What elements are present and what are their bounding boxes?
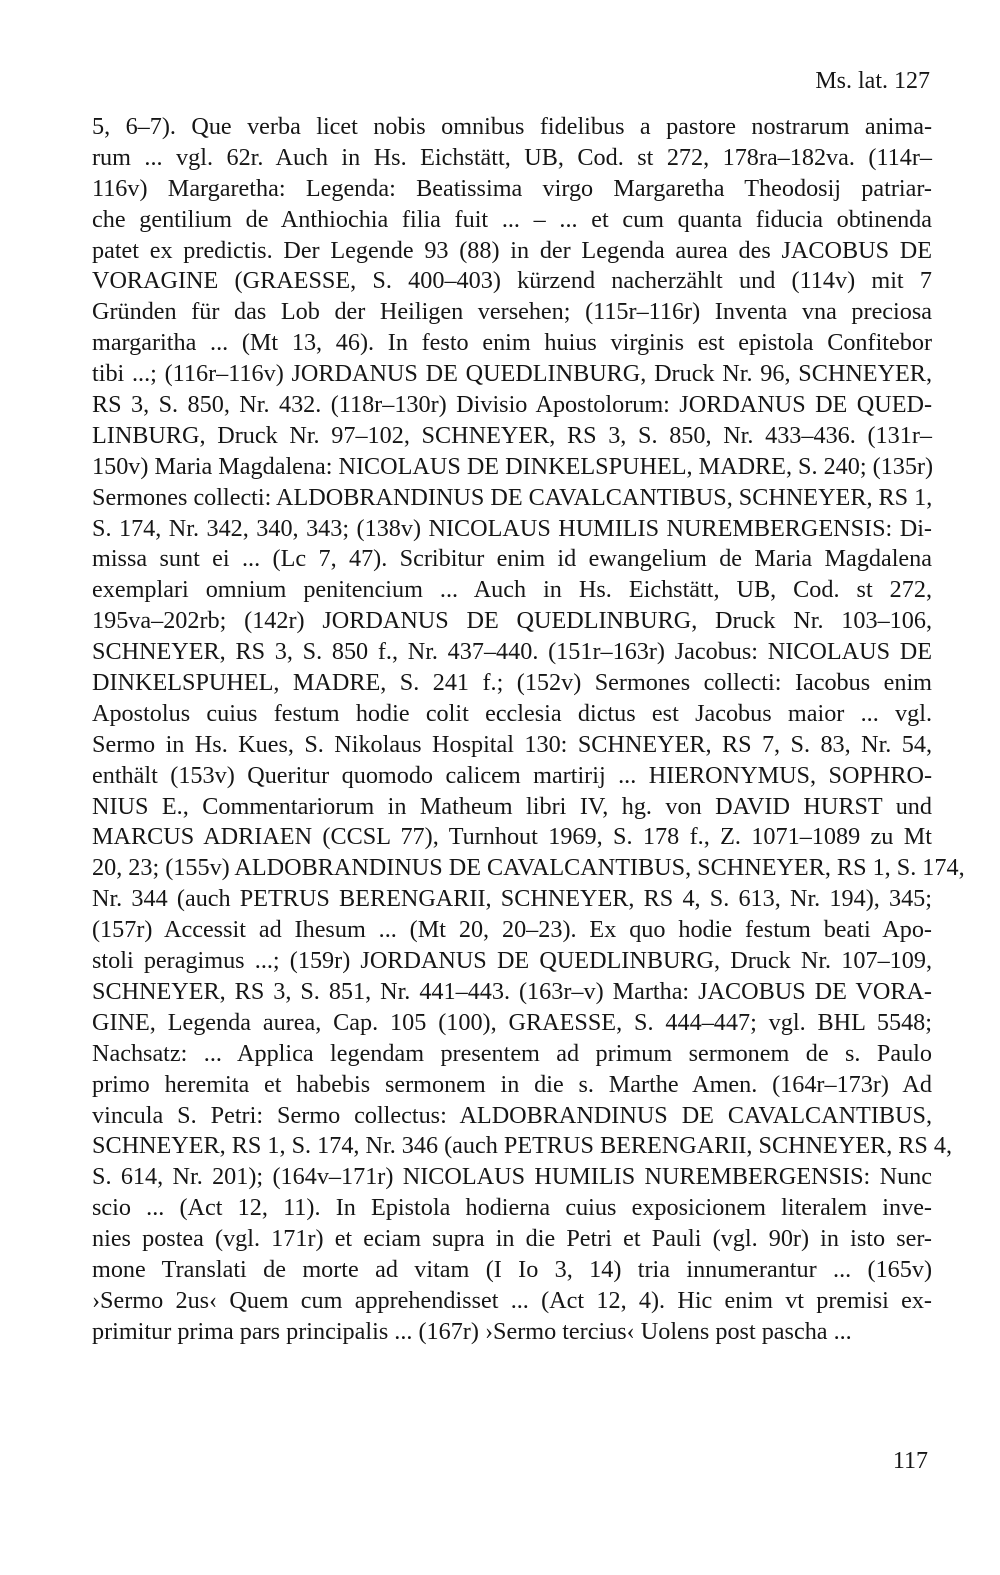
text-line: S. 174, Nr. 342, 340, 343; (138v) NICOLAUS HUMILIS NUREMBERGENSIS: Di- — [92, 514, 932, 542]
text-line: rum ... vgl. 62r. Auch in Hs. Eichstätt, UB, Cod. st 272, 178ra–182va. (114r– — [92, 143, 932, 171]
text-line: Sermones collecti: ALDOBRANDINUS DE CAVALCANTIBUS, SCHNEYER, RS 1, — [92, 483, 933, 511]
text-line: Apostolus cuius festum hodie colit ecclesia dictus est Jacobus maior ... vgl. — [92, 699, 932, 727]
text-line: primo heremita et habebis sermonem in die s. Marthe Amen. (164r–173r) Ad — [92, 1070, 932, 1098]
text-line: S. 614, Nr. 201); (164v–171r) NICOLAUS HUMILIS NUREMBERGENSIS: Nunc — [92, 1163, 932, 1191]
text-line: tibi ...; (116r–116v) JORDANUS DE QUEDLINBURG, Druck Nr. 96, SCHNEYER, — [92, 360, 932, 388]
text-line: mone Translati de morte ad vitam (I Io 3, 14) tria innumerantur ... (165v) — [92, 1255, 932, 1283]
text-line: SCHNEYER, RS 3, S. 850 f., Nr. 437–440. (151r–163r) Jacobus: NICOLAUS DE — [92, 638, 932, 666]
text-line: Gründen für das Lob der Heiligen versehen; (115r–116r) Inventa vna preciosa — [92, 298, 932, 326]
text-line: missa sunt ei ... (Lc 7, 47). Scribitur enim id ewangelium de Maria Magdalena — [92, 545, 932, 573]
text-line: 116v) Margaretha: Legenda: Beatissima virgo Margaretha Theodosij patriar- — [92, 174, 932, 202]
text-line: 150v) Maria Magdalena: NICOLAUS DE DINKELSPUHEL, MADRE, S. 240; (135r) — [92, 452, 934, 480]
text-line: SCHNEYER, RS 1, S. 174, Nr. 346 (auch PETRUS BERENGARII, SCHNEYER, RS 4, — [92, 1132, 953, 1160]
text-line: Nachsatz: ... Applica legendam presentem ad primum sermonem de s. Paulo — [92, 1039, 932, 1067]
text-line: margaritha ... (Mt 13, 46). In festo enim huius virginis est epistola Confitebor — [92, 329, 932, 357]
text-line: 5, 6–7). Que verba licet nobis omnibus fidelibus a pastore nostrarum anima- — [92, 113, 932, 140]
text-line: NIUS E., Commentariorum in Matheum libri IV, hg. von DAVID HURST und — [92, 792, 932, 820]
page-number: 117 — [892, 1448, 928, 1474]
text-line: che gentilium de Anthiochia filia fuit ... – ... et cum quanta fiducia obtinenda — [92, 205, 932, 233]
text-line: SCHNEYER, RS 3, S. 851, Nr. 441–443. (163r–v) Martha: JACOBUS DE VORA- — [92, 977, 932, 1005]
text-line: vincula S. Petri: Sermo collectus: ALDOBRANDINUS DE CAVALCANTIBUS, — [92, 1101, 932, 1129]
text-line: 20, 23; (155v) ALDOBRANDINUS DE CAVALCANTIBUS, SCHNEYER, RS 1, S. 174, — [92, 854, 965, 882]
text-line: scio ... (Act 12, 11). In Epistola hodierna cuius exposicionem literalem inve- — [92, 1194, 932, 1222]
text-line: DINKELSPUHEL, MADRE, S. 241 f.; (152v) Sermones collecti: Iacobus enim — [92, 669, 932, 697]
text-line: RS 3, S. 850, Nr. 432. (118r–130r) Divisio Apostolorum: JORDANUS DE QUED- — [92, 391, 932, 419]
text-line: enthält (153v) Queritur quomodo calicem martirij ... HIERONYMUS, SOPHRO- — [92, 761, 932, 789]
text-line: patet ex predictis. Der Legende 93 (88) in der Legenda aurea des JACOBUS DE — [92, 236, 932, 264]
text-line: stoli peragimus ...; (159r) JORDANUS DE QUEDLINBURG, Druck Nr. 107–109, — [92, 947, 932, 975]
text-line: nies postea (vgl. 171r) et eciam supra in die Petri et Pauli (vgl. 90r) in isto ser- — [92, 1225, 932, 1253]
text-line: Nr. 344 (auch PETRUS BERENGARII, SCHNEYER, RS 4, S. 613, Nr. 194), 345; — [92, 885, 932, 913]
body-text — [92, 112, 965, 1348]
text-line: ›Sermo 2us‹ Quem cum apprehendisset ... (Act 12, 4). Hic enim vt premisi ex- — [92, 1286, 932, 1314]
text-line: Sermo in Hs. Kues, S. Nikolaus Hospital 130: SCHNEYER, RS 7, S. 83, Nr. 54, — [92, 730, 932, 758]
text-line: VORAGINE (GRAESSE, S. 400–403) kürzend nacherzählt und (114v) mit 7 — [92, 267, 932, 295]
text-line: GINE, Legenda aurea, Cap. 105 (100), GRAESSE, S. 444–447; vgl. BHL 5548; — [92, 1008, 932, 1036]
text-line: 195va–202rb; (142r) JORDANUS DE QUEDLINBURG, Druck Nr. 103–106, — [92, 607, 932, 635]
text-line: MARCUS ADRIAEN (CCSL 77), Turnhout 1969, S. 178 f., Z. 1071–1089 zu Mt — [92, 823, 932, 851]
text-line: LINBURG, Druck Nr. 97–102, SCHNEYER, RS 3, S. 850, Nr. 433–436. (131r– — [92, 421, 932, 449]
running-head: Ms. lat. 127 — [815, 68, 930, 94]
text-line: exemplari omnium penitencium ... Auch in Hs. Eichstätt, UB, Cod. st 272, — [92, 576, 932, 604]
text-line: (157r) Accessit ad Ihesum ... (Mt 20, 20–23). Ex quo hodie festum beati Apo- — [92, 916, 932, 944]
text-line: primitur prima pars principalis ... (167r) ›Sermo tercius‹ Uolens post pascha ... — [92, 1317, 852, 1345]
